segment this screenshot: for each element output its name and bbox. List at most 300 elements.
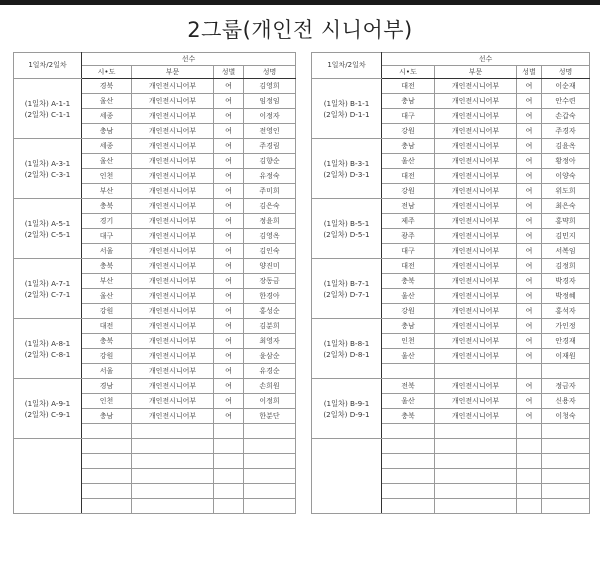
gender-cell: 여 (517, 229, 542, 244)
division-cell: 개인전시니어부 (132, 304, 214, 319)
division-cell: 개인전시니어부 (435, 274, 517, 289)
name-cell: 김영옥 (244, 229, 296, 244)
region-cell: 경남 (82, 379, 132, 394)
table-row (14, 319, 296, 334)
gender-cell: 여 (517, 319, 542, 334)
name-cell: 안수련 (542, 94, 590, 109)
division-cell (435, 364, 517, 379)
region-cell: 충남 (382, 94, 435, 109)
division-cell (132, 424, 214, 439)
match-code-cell (14, 379, 82, 439)
region-cell: 세종 (82, 109, 132, 124)
name-cell: 한분단 (244, 409, 296, 424)
gender-cell: 여 (517, 379, 542, 394)
table-row (312, 79, 590, 94)
name-cell: 윤삼순 (244, 349, 296, 364)
gender-cell (517, 364, 542, 379)
division-cell: 개인전시니어부 (132, 334, 214, 349)
header-division: 부문 (435, 66, 517, 79)
division-cell: 개인전시니어부 (435, 154, 517, 169)
division-cell: 개인전시니어부 (435, 94, 517, 109)
name-cell (244, 469, 296, 484)
division-cell: 개인전시니어부 (132, 184, 214, 199)
match-code-cell (14, 319, 82, 379)
gender-cell (214, 484, 244, 499)
division-cell: 개인전시니어부 (132, 79, 214, 94)
table-row (14, 259, 296, 274)
region-cell: 강원 (82, 349, 132, 364)
name-cell (542, 484, 590, 499)
gender-cell (517, 499, 542, 514)
name-cell: 안경재 (542, 334, 590, 349)
gender-cell: 여 (517, 409, 542, 424)
region-cell: 부산 (82, 184, 132, 199)
name-cell: 손희원 (244, 379, 296, 394)
gender-cell: 여 (214, 394, 244, 409)
division-cell: 개인전시니어부 (132, 409, 214, 424)
gender-cell: 여 (214, 154, 244, 169)
division-cell (132, 454, 214, 469)
region-cell: 울산 (82, 154, 132, 169)
gender-cell (517, 484, 542, 499)
division-cell: 개인전시니어부 (435, 214, 517, 229)
gender-cell: 여 (214, 304, 244, 319)
gender-cell: 여 (214, 289, 244, 304)
division-cell (435, 454, 517, 469)
day2-code: (2일차) C-3-1 (24, 169, 71, 179)
blank-code-cell (312, 439, 382, 514)
division-cell: 개인전시니어부 (435, 184, 517, 199)
table-row (312, 259, 590, 274)
region-cell (382, 364, 435, 379)
division-cell: 개인전시니어부 (132, 199, 214, 214)
gender-cell (214, 469, 244, 484)
division-cell: 개인전시니어부 (132, 109, 214, 124)
region-cell (382, 484, 435, 499)
name-cell (542, 469, 590, 484)
top-status-bar (0, 0, 600, 5)
division-cell: 개인전시니어부 (132, 274, 214, 289)
name-cell: 이순재 (542, 79, 590, 94)
division-cell: 개인전시니어부 (132, 349, 214, 364)
name-cell (542, 439, 590, 454)
region-cell (382, 424, 435, 439)
header-name: 성명 (244, 66, 296, 79)
gender-cell: 여 (214, 229, 244, 244)
left-schedule-table (13, 52, 296, 514)
name-cell: 주경자 (542, 124, 590, 139)
gender-cell: 여 (517, 274, 542, 289)
region-cell: 인천 (82, 169, 132, 184)
header-gender: 성별 (517, 66, 542, 79)
match-code-cell (14, 79, 82, 139)
day2-code: (2일차) C-9-1 (24, 409, 71, 419)
region-cell: 울산 (382, 394, 435, 409)
region-cell (82, 424, 132, 439)
name-cell: 홍먁희 (542, 214, 590, 229)
match-code-cell (14, 259, 82, 319)
name-cell: 정윤희 (244, 214, 296, 229)
name-cell: 임정임 (244, 94, 296, 109)
name-cell: 김분희 (244, 319, 296, 334)
region-cell: 울산 (82, 289, 132, 304)
division-cell: 개인전시니어부 (435, 139, 517, 154)
division-cell: 개인전시니어부 (132, 229, 214, 244)
name-cell: 유경순 (244, 364, 296, 379)
gender-cell: 여 (517, 259, 542, 274)
name-cell: 김민지 (542, 229, 590, 244)
day2-code: (2일차) C-8-1 (24, 349, 71, 359)
table-row (14, 139, 296, 154)
name-cell (542, 424, 590, 439)
name-cell: 위도희 (542, 184, 590, 199)
region-cell: 충북 (82, 334, 132, 349)
page-title: 2그룹(개인전 시니어부) (187, 18, 413, 42)
division-cell (435, 424, 517, 439)
header-region: 시•도 (382, 66, 435, 79)
gender-cell: 여 (214, 364, 244, 379)
gender-cell: 여 (214, 259, 244, 274)
name-cell (244, 484, 296, 499)
division-cell: 개인전시니어부 (435, 319, 517, 334)
day2-code: (2일차) C-1-1 (24, 109, 71, 119)
division-cell: 개인전시니어부 (435, 199, 517, 214)
day2-code: (2일차) D-1-1 (323, 109, 370, 119)
region-cell: 경북 (82, 79, 132, 94)
region-cell: 세종 (82, 139, 132, 154)
gender-cell: 여 (214, 409, 244, 424)
region-cell: 서울 (82, 364, 132, 379)
table-row (312, 199, 590, 214)
gender-cell: 여 (517, 334, 542, 349)
gender-cell: 여 (214, 109, 244, 124)
name-cell: 손갑숙 (542, 109, 590, 124)
division-cell: 개인전시니어부 (132, 319, 214, 334)
gender-cell: 여 (517, 169, 542, 184)
region-cell: 광주 (382, 229, 435, 244)
division-cell: 개인전시니어부 (435, 259, 517, 274)
gender-cell: 여 (517, 139, 542, 154)
name-cell (542, 364, 590, 379)
name-cell (542, 454, 590, 469)
region-cell: 인천 (382, 334, 435, 349)
region-cell: 강원 (82, 304, 132, 319)
region-cell: 대구 (382, 244, 435, 259)
match-code-cell (312, 379, 382, 439)
name-cell: 주경림 (244, 139, 296, 154)
day1-code: (1일차) A-5-1 (24, 218, 71, 228)
region-cell (82, 469, 132, 484)
day2-code: (2일차) D-9-1 (323, 409, 370, 419)
header-player: 선수 (382, 53, 590, 66)
name-cell: 서복임 (542, 244, 590, 259)
gender-cell: 여 (214, 184, 244, 199)
division-cell: 개인전시니어부 (132, 289, 214, 304)
day2-code: (2일차) D-5-1 (323, 229, 370, 239)
division-cell: 개인전시니어부 (435, 334, 517, 349)
region-cell (382, 469, 435, 484)
name-cell: 한경아 (244, 289, 296, 304)
blank-code-cell (14, 439, 82, 514)
gender-cell: 여 (214, 349, 244, 364)
region-cell: 충남 (382, 319, 435, 334)
region-cell (82, 484, 132, 499)
region-cell: 전북 (382, 379, 435, 394)
region-cell: 경기 (82, 214, 132, 229)
table-row (312, 139, 590, 154)
name-cell (244, 424, 296, 439)
header-gender: 성별 (214, 66, 244, 79)
match-code-cell (312, 199, 382, 259)
right-schedule-table (311, 52, 590, 514)
region-cell: 충북 (382, 274, 435, 289)
name-cell: 김향순 (244, 154, 296, 169)
header-player: 선수 (82, 53, 296, 66)
division-cell: 개인전시니어부 (132, 139, 214, 154)
name-cell (542, 499, 590, 514)
name-cell: 김윤옥 (542, 139, 590, 154)
day1-code: (1일차) A-9-1 (24, 398, 71, 408)
region-cell: 강원 (382, 184, 435, 199)
division-cell: 개인전시니어부 (435, 169, 517, 184)
header-day: 1일차/2일차 (312, 53, 382, 79)
region-cell: 충남 (82, 124, 132, 139)
region-cell (382, 454, 435, 469)
name-cell: 주미희 (244, 184, 296, 199)
region-cell: 대구 (382, 109, 435, 124)
day2-code: (2일차) C-7-1 (24, 289, 71, 299)
gender-cell (214, 439, 244, 454)
day1-code: (1일차) A-1-1 (24, 98, 71, 108)
region-cell: 충남 (382, 139, 435, 154)
day1-code: (1일차) B-8-1 (323, 338, 370, 348)
division-cell: 개인전시니어부 (435, 124, 517, 139)
division-cell: 개인전시니어부 (435, 379, 517, 394)
name-cell: 이정희 (244, 394, 296, 409)
division-cell: 개인전시니어부 (435, 304, 517, 319)
name-cell: 김인숙 (244, 244, 296, 259)
gender-cell: 여 (214, 244, 244, 259)
name-cell: 이재원 (542, 349, 590, 364)
gender-cell: 여 (214, 199, 244, 214)
match-code-cell (312, 79, 382, 139)
name-cell: 박경자 (542, 274, 590, 289)
gender-cell: 여 (214, 319, 244, 334)
gender-cell: 여 (214, 379, 244, 394)
match-code-cell (312, 319, 382, 379)
gender-cell: 여 (214, 274, 244, 289)
division-cell (132, 484, 214, 499)
match-code-cell (14, 199, 82, 259)
day2-code: (2일차) D-8-1 (323, 349, 370, 359)
day1-code: (1일차) A-7-1 (24, 278, 71, 288)
day1-code: (1일차) B-1-1 (323, 98, 370, 108)
gender-cell: 여 (517, 94, 542, 109)
day1-code: (1일차) B-3-1 (323, 158, 370, 168)
header-name: 성명 (542, 66, 590, 79)
day1-code: (1일차) B-5-1 (323, 218, 370, 228)
name-cell: 신용자 (542, 394, 590, 409)
day2-code: (2일차) D-3-1 (323, 169, 370, 179)
name-cell: 이양숙 (542, 169, 590, 184)
gender-cell (517, 424, 542, 439)
gender-cell: 여 (517, 304, 542, 319)
day1-code: (1일차) B-9-1 (323, 398, 370, 408)
division-cell: 개인전시니어부 (132, 364, 214, 379)
division-cell (132, 469, 214, 484)
name-cell: 김정희 (542, 259, 590, 274)
region-cell: 대전 (82, 319, 132, 334)
header-division: 부문 (132, 66, 214, 79)
gender-cell: 여 (517, 244, 542, 259)
gender-cell: 여 (214, 124, 244, 139)
region-cell: 울산 (382, 289, 435, 304)
region-cell: 울산 (82, 94, 132, 109)
region-cell: 대전 (382, 79, 435, 94)
match-code-cell (312, 259, 382, 319)
gender-cell: 여 (517, 109, 542, 124)
gender-cell: 여 (517, 214, 542, 229)
division-cell: 개인전시니어부 (132, 244, 214, 259)
name-cell: 이정자 (244, 109, 296, 124)
region-cell: 강원 (382, 124, 435, 139)
name-cell (244, 439, 296, 454)
region-cell: 대전 (382, 259, 435, 274)
region-cell: 충북 (82, 199, 132, 214)
table-row (14, 379, 296, 394)
region-cell: 인천 (82, 394, 132, 409)
name-cell: 김은숙 (244, 199, 296, 214)
division-cell: 개인전시니어부 (132, 214, 214, 229)
name-cell: 정금자 (542, 379, 590, 394)
day1-code: (1일차) A-8-1 (24, 338, 71, 348)
name-cell: 가인정 (542, 319, 590, 334)
gender-cell (517, 469, 542, 484)
division-cell (435, 469, 517, 484)
region-cell: 서울 (82, 244, 132, 259)
region-cell: 충북 (382, 409, 435, 424)
region-cell: 울산 (382, 349, 435, 364)
gender-cell: 여 (214, 79, 244, 94)
name-cell: 황정아 (542, 154, 590, 169)
region-cell: 울산 (382, 154, 435, 169)
division-cell: 개인전시니어부 (132, 394, 214, 409)
name-cell: 전영인 (244, 124, 296, 139)
name-cell: 유정숙 (244, 169, 296, 184)
region-cell: 부산 (82, 274, 132, 289)
division-cell: 개인전시니어부 (435, 289, 517, 304)
blank-row (14, 439, 296, 454)
region-cell: 충남 (82, 409, 132, 424)
name-cell: 장동금 (244, 274, 296, 289)
name-cell: 이청숙 (542, 409, 590, 424)
division-cell (132, 439, 214, 454)
table-row (14, 199, 296, 214)
region-cell: 강원 (382, 304, 435, 319)
table-row (312, 379, 590, 394)
division-cell: 개인전시니어부 (435, 229, 517, 244)
gender-cell (517, 439, 542, 454)
gender-cell (214, 424, 244, 439)
division-cell (132, 499, 214, 514)
division-cell (435, 484, 517, 499)
division-cell (435, 499, 517, 514)
gender-cell: 여 (517, 184, 542, 199)
region-cell: 대구 (82, 229, 132, 244)
division-cell: 개인전시니어부 (132, 379, 214, 394)
day2-code: (2일차) D-7-1 (323, 289, 370, 299)
division-cell: 개인전시니어부 (435, 109, 517, 124)
division-cell: 개인전시니어부 (435, 244, 517, 259)
name-cell (244, 454, 296, 469)
gender-cell: 여 (214, 139, 244, 154)
gender-cell: 여 (214, 214, 244, 229)
day1-code: (1일차) A-3-1 (24, 158, 71, 168)
gender-cell: 여 (517, 154, 542, 169)
table-row (312, 319, 590, 334)
name-cell: 김영희 (244, 79, 296, 94)
gender-cell: 여 (214, 94, 244, 109)
match-code-cell (14, 139, 82, 199)
region-cell (82, 439, 132, 454)
header-day: 1일차/2일차 (14, 53, 82, 79)
region-cell (82, 499, 132, 514)
gender-cell (214, 454, 244, 469)
region-cell: 전남 (382, 199, 435, 214)
header-row (14, 53, 296, 66)
region-cell: 제주 (382, 214, 435, 229)
region-cell: 대전 (382, 169, 435, 184)
header-row (312, 53, 590, 66)
day2-code: (2일차) C-5-1 (24, 229, 71, 239)
header-region: 시•도 (82, 66, 132, 79)
name-cell (244, 499, 296, 514)
division-cell (435, 439, 517, 454)
division-cell: 개인전시니어부 (132, 94, 214, 109)
division-cell: 개인전시니어부 (435, 394, 517, 409)
blank-row (312, 439, 590, 454)
name-cell: 홍성순 (244, 304, 296, 319)
gender-cell: 여 (214, 169, 244, 184)
gender-cell: 여 (214, 334, 244, 349)
division-cell: 개인전시니어부 (132, 259, 214, 274)
name-cell: 홍석자 (542, 304, 590, 319)
day1-code: (1일차) B-7-1 (323, 278, 370, 288)
division-cell: 개인전시니어부 (435, 79, 517, 94)
name-cell: 최영자 (244, 334, 296, 349)
region-cell (382, 439, 435, 454)
gender-cell: 여 (517, 394, 542, 409)
name-cell: 최은숙 (542, 199, 590, 214)
division-cell: 개인전시니어부 (435, 409, 517, 424)
division-cell: 개인전시니어부 (132, 169, 214, 184)
division-cell: 개인전시니어부 (132, 124, 214, 139)
gender-cell (214, 499, 244, 514)
region-cell (382, 499, 435, 514)
gender-cell: 여 (517, 124, 542, 139)
name-cell: 박정혜 (542, 289, 590, 304)
gender-cell: 여 (517, 79, 542, 94)
region-cell: 충북 (82, 259, 132, 274)
region-cell (82, 454, 132, 469)
division-cell: 개인전시니어부 (132, 154, 214, 169)
match-code-cell (312, 139, 382, 199)
name-cell: 양진미 (244, 259, 296, 274)
gender-cell (517, 454, 542, 469)
gender-cell: 여 (517, 199, 542, 214)
gender-cell: 여 (517, 289, 542, 304)
table-row (14, 79, 296, 94)
